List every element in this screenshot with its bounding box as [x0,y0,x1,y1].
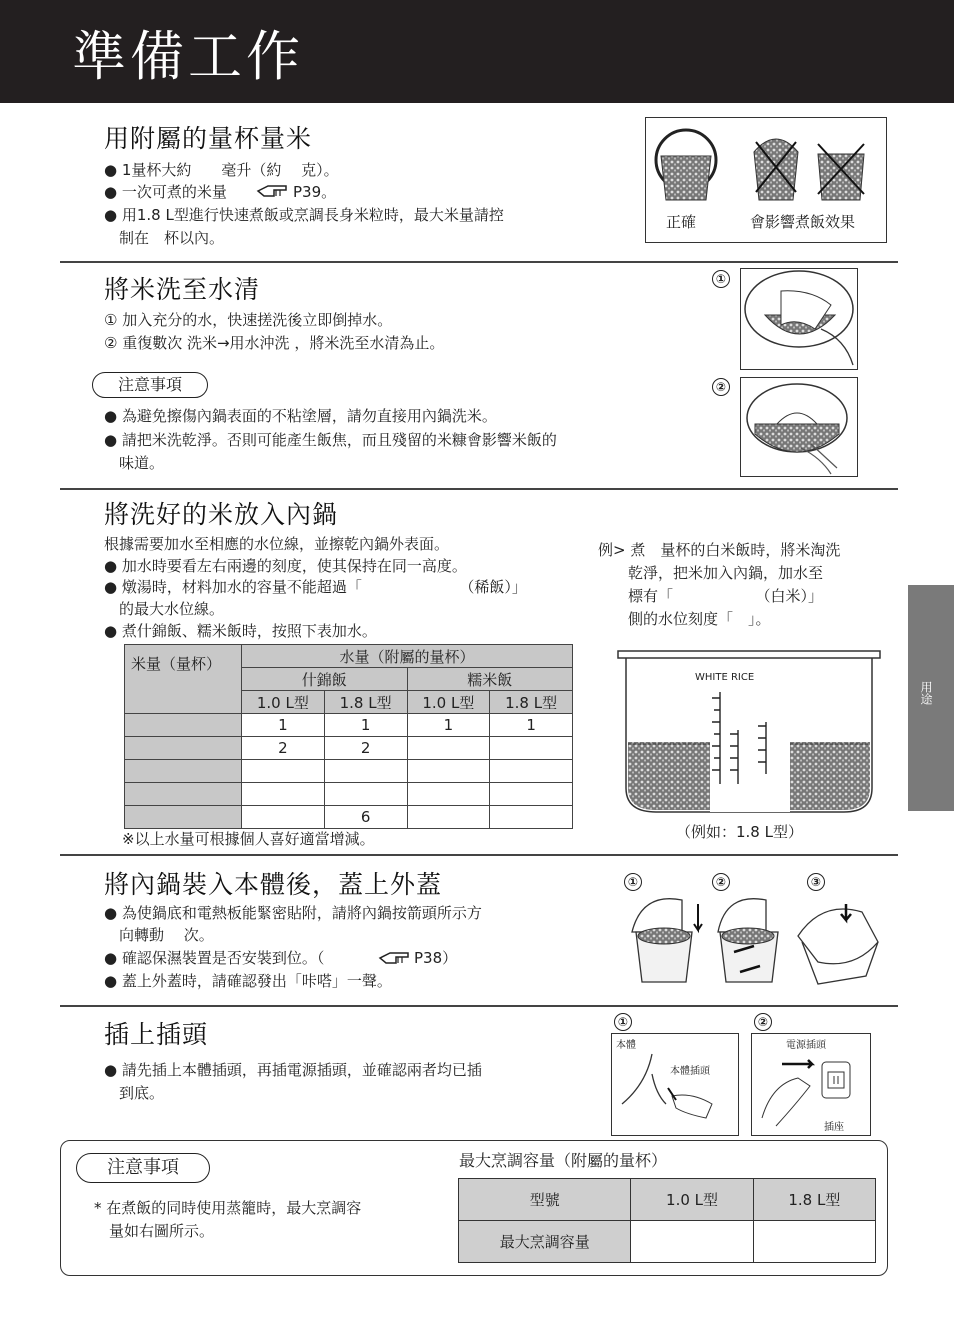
figure-ok-label: 正確 [666,213,697,231]
bottom-note-2: 量如右圖所示。 [94,1222,215,1240]
section4-line-4: ● 蓋上外蓋時，請確認發出「咔嗒」一聲。 [104,972,392,990]
section1-bullet-3b: 制在 杯以內。 [104,229,225,247]
section3-title: 將洗好的米放入內鍋 [104,500,339,529]
table-cell: 6 [324,806,407,829]
table-cell [324,760,407,783]
water-table [124,644,573,829]
body-plug-illustration [612,1034,738,1135]
water-amount-header: 水量（附屬的量杯） [242,645,573,668]
section4-title: 將內鍋裝入本體後，蓋上外蓋 [104,870,443,899]
table-row [125,783,573,806]
section1-bullet-1: ● 1量杯大約 毫升（約 克）。 [104,161,339,179]
pot-scale-label: WHITE RICE [695,672,755,683]
capacity-header-18l: 1.8 L型 [753,1179,875,1221]
section1-title: 用附屬的量杯量米 [104,124,313,153]
table-cell [407,760,490,783]
table-cell [324,783,407,806]
table-cell [125,806,242,829]
table-cell: 1 [490,714,573,737]
page-title: 準備工作 [72,25,304,88]
section4-ref-page: P38） [414,949,458,967]
table-row [125,760,573,783]
cup-measure-figure [645,117,887,243]
table-cell [490,806,573,829]
section3-line-4: 的最大水位線。 [104,600,225,618]
table-cell [631,1221,753,1263]
body-plug-label: 本體插頭 [670,1066,710,1077]
capacity-header-model: 型號 [459,1179,631,1221]
model-header: 1.8 L型 [490,691,573,714]
section5-line-2: 到底。 [104,1084,165,1102]
section5-title: 插上插頭 [104,1020,209,1049]
section2-notice-badge: 注意事項 [92,372,208,398]
example-line-2: 乾淨，把米加入內鍋，加水至 [598,564,824,582]
plug-figure-1 [611,1033,739,1136]
divider-2 [60,488,898,490]
table-note: ※以上水量可根據個人喜好適當增減。 [122,830,375,848]
group-header-glutinous: 糯米飯 [407,668,573,691]
table-cell: 2 [324,737,407,760]
fig-num-plug-2: ② [754,1013,772,1031]
section1-bullet-3: ● 用1.8 L型進行快速煮飯或烹調長身米粒時，最大米量請控 [104,206,504,224]
section3-line-1: 根據需要加水至相應的水位線，並擦乾內鍋外表面。 [104,535,450,553]
section2-step-1: ① 加入充分的水，快速搓洗後立即倒掉水。 [104,311,393,329]
model-header: 1.0 L型 [242,691,325,714]
wash-figure-2 [740,377,858,477]
section1-bullet-2: ● 一次可煮的米量 [104,183,227,201]
model-header: 1.8 L型 [324,691,407,714]
side-tab-label: 用途 [919,681,933,705]
table-cell [407,737,490,760]
table-cell [242,806,325,829]
section4-line-1: ● 為使鍋底和電熱板能緊密貼附，請將內鍋按箭頭所示方 [104,904,482,922]
section3-line-3: ● 燉湯時，材料加水的容量不能超過「 （稀飯）」 [104,578,527,596]
model-header: 1.0 L型 [407,691,490,714]
table-cell [753,1221,875,1263]
figure-bad-label: 會影響煮飯效果 [750,213,856,231]
section5-line-1: ● 請先插上本體插頭，再插電源插頭，並確認兩者均已插 [104,1061,482,1079]
rice-amount-header: 米量（量杯） [125,645,242,714]
table-row [125,806,573,829]
table-cell [490,760,573,783]
table-row [125,714,573,737]
wash-figure-1 [740,268,858,370]
capacity-header-1l: 1.0 L型 [631,1179,753,1221]
body-label: 本體 [616,1040,636,1051]
example-line-3: 標有「 （白米）」 [598,587,824,605]
table-cell: 1 [407,714,490,737]
table-row [459,1221,876,1263]
fig-num-lid-3: ③ [807,873,825,891]
table-cell [125,737,242,760]
table-row [125,737,573,760]
section4-line-2: 向轉動 次。 [104,926,214,944]
section2-note-1: ● 為避免擦傷內鍋表面的不粘塗層，請勿直接用內鍋洗米。 [104,407,497,425]
fig-num-wash-2: ② [712,378,730,396]
capacity-title: 最大烹調容量（附屬的量杯） [459,1151,668,1170]
pointing-hand-icon [256,182,290,200]
table-cell [125,783,242,806]
table-cell: 1 [242,714,325,737]
section2-step-2: ② 重復數次 洗米→用水沖洗 ，將米洗至水清為止。 [104,334,445,352]
socket-label: 插座 [824,1122,844,1133]
section3-line-2: ● 加水時要看左右兩邊的刻度，使其保持在同一高度。 [104,557,467,575]
table-cell [242,760,325,783]
table-cell: 1 [324,714,407,737]
bottom-note-1: * 在煮飯的同時使用蒸籠時，最大烹調容 [94,1199,362,1217]
table-cell [407,783,490,806]
section1-ref-page: P39。 [293,183,337,201]
table-cell [490,737,573,760]
power-plug-label: 電源插頭 [786,1040,826,1051]
lid-close-illustration [622,892,888,992]
washing-rice-illustration [741,269,857,369]
table-cell [242,783,325,806]
pot-caption: （例如：1.8 L型） [676,823,803,841]
section2-note-2: ● 請把米洗乾淨。否則可能產生飯焦，而且殘留的米糠會影響米飯的 [104,431,557,449]
fig-num-lid-2: ② [712,873,730,891]
section4-line-3: ● 確認保濕裝置是否安裝到位。（ [104,949,325,967]
section2-title: 將米洗至水清 [104,275,261,304]
fig-num-wash-1: ① [712,270,730,288]
capacity-table [458,1178,876,1263]
fig-num-lid-1: ① [624,873,642,891]
pointing-hand-icon [378,949,412,967]
side-tab[interactable] [908,585,954,811]
divider-4 [60,1005,898,1007]
plug-figure-2 [751,1033,871,1136]
divider-3 [60,854,898,856]
fig-num-plug-1: ① [614,1013,632,1031]
table-cell: 2 [242,737,325,760]
example-line-1: 例> 煮 量杯的白米飯時，將米淘洗 [598,541,841,559]
table-cell [407,806,490,829]
divider-1 [60,261,898,263]
group-header-mixed: 什錦飯 [242,668,408,691]
section2-note-3: 味道。 [104,454,165,472]
table-cell [490,783,573,806]
table-cell [125,760,242,783]
bottom-notice-badge: 注意事項 [76,1153,210,1183]
capacity-row-label: 最大烹調容量 [459,1221,631,1263]
example-line-4: 側的水位刻度「 」。 [598,610,771,628]
table-cell [125,714,242,737]
power-plug-illustration [752,1034,870,1135]
section3-line-5: ● 煮什錦飯、糯米飯時，按照下表加水。 [104,622,377,640]
rinsing-water-illustration [741,378,857,476]
